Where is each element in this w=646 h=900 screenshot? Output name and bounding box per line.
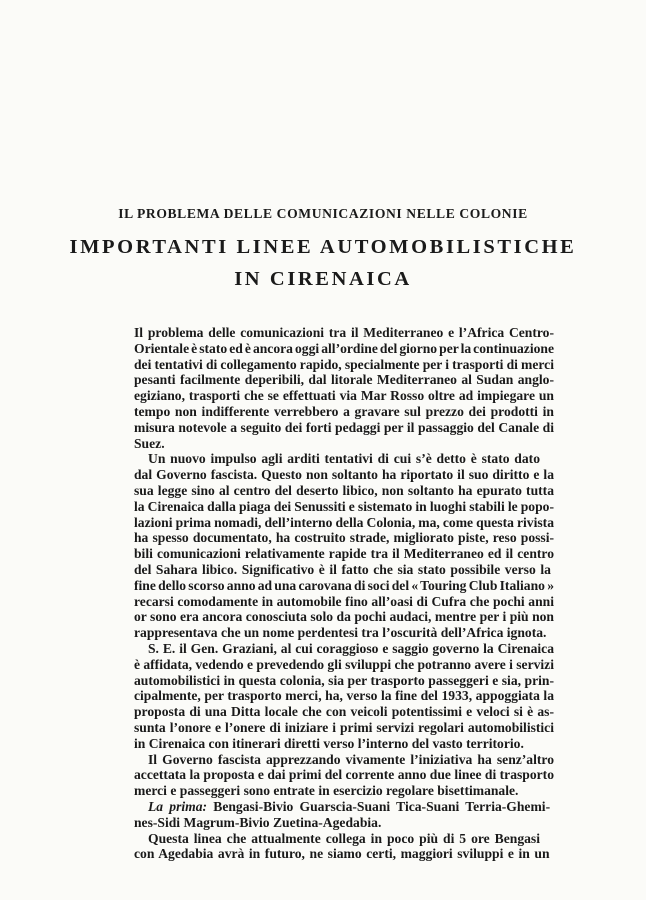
article-body [120, 325, 554, 862]
text-line: Il problema delle comunicazioni tra il Mediterraneo e l’Africa Centro- [134, 325, 554, 340]
text-line: la Cirenaica dalla piaga dei Senussiti e sistemato in luoghi stabili le popo- [134, 498, 554, 514]
text-line: Questa linea che attualmente collega in poco più di 5 ore Bengasi [148, 830, 540, 846]
text-line: sua legge sino al centro del deserto libico, non soltanto ha epurato tutta [134, 482, 554, 498]
text-line: automobilistici in questa colonia, sia per trasporto passeggeri e sia, prin- [134, 672, 554, 688]
text-line: dal Governo fascista. Questo non soltanto ha riportato il suo diritto e la [134, 467, 554, 483]
paragraph [120, 830, 550, 863]
text-line: Un nuovo impulso agli arditi tentativi di cui s’è detto è stato dato [148, 451, 540, 467]
text-line: fine dello scorso anno ad una carovana di soci del « Touring Club Italiano » [134, 577, 554, 593]
text-line: dei tentativi di collegamento rapido, specialmente per i trasporti di merci [134, 356, 554, 372]
text-line: con Agedabia avrà in futuro, ne siamo certi, maggiori sviluppi e in un [134, 846, 550, 862]
text-line: Suez. [134, 435, 165, 451]
text-line: ha spesso documentato, ha costruito strade, migliorato piste, reso possi- [134, 530, 554, 546]
text-line: bili comunicazioni relativamente rapide tra il Mediterraneo ed il centro [134, 546, 554, 562]
text-line: lazioni prima nomadi, dell’interno della Colonia, ma, come questa rivista [134, 514, 554, 530]
section-kicker: IL PROBLEMA DELLE COMUNICAZIONI NELLE COLONIE [118, 206, 528, 221]
text-line: merci e passeggeri sono entrate in esercizio regolare bisettimanale. [134, 783, 519, 799]
paragraph [120, 325, 554, 451]
text-line: S. E. il Gen. Graziani, al cui coraggioso e saggio governo la Cirenaica [148, 640, 554, 656]
text-line: or sono era ancora conosciuta solo da pochi audaci, mentre per i più non [134, 609, 554, 625]
title-line-2: IN CIRENAICA [234, 268, 412, 290]
route-text: Bengasi-Bivio Guarscia-Suani Tica-Suani Terria-Ghemi- [207, 798, 551, 814]
paragraph [120, 640, 554, 752]
text-line: Il Governo fascista apprezzando vivamente l’iniziativa ha senz’altro [148, 751, 554, 767]
text-line: pesanti facilmente deperibili, dal litorale Mediterraneo al Sudan anglo- [134, 372, 554, 388]
paragraph [120, 451, 554, 641]
paragraph [120, 798, 551, 831]
text-line: proposta di una Ditta locale che con veicoli potentissimi e veloci si è as- [134, 704, 554, 720]
title-line-1: IMPORTANTI LINEE AUTOMOBILISTICHE [69, 236, 577, 258]
text-line: del Sahara libico. Significativo è il fatto che sia stato possibile verso la [134, 561, 551, 577]
text-line: recarsi comodamente in automobile fino all’oasi di Cufra che pochi anni [134, 593, 554, 609]
text-line: nes-Sidi Magrum-Bivio Zuetina-Agedabia. [134, 814, 382, 830]
text-line: misura notevole a seguito dei forti pedaggi per il passaggio del Canale di [134, 419, 554, 435]
route-label: La prima: [148, 798, 208, 814]
text-line: tempo non indifferente verrebbero a gravare sul prezzo dei prodotti in [134, 403, 554, 419]
paragraph [120, 751, 554, 799]
text-line: accettata la proposta e dai primi del corrente anno due linee di trasporto [134, 767, 554, 783]
text-line: rappresentava che un nome perdentesi tra l’oscurità dell’Africa ignota. [134, 625, 547, 641]
text-line: cipalmente, per trasporto merci, ha, verso la fine del 1933, appoggiata la [134, 688, 554, 704]
text-line: Orientale è stato ed è ancora oggi all’ordine del giorno per la continuazione [134, 340, 554, 356]
text-line [120, 798, 551, 815]
text-line: egiziano, trasporti che se effettuati via Mar Rosso oltre ad impiegare un [134, 388, 554, 404]
text-line: sunta l’onore e l’onere di iniziare i primi servizi regolari automobilistici [134, 719, 554, 735]
text-line: in Cirenaica con itinerari diretti verso l’interno del vasto territorio. [134, 735, 524, 751]
text-line: è affidata, vedendo e prevedendo gli sviluppi che potranno avere i servizi [134, 656, 554, 672]
